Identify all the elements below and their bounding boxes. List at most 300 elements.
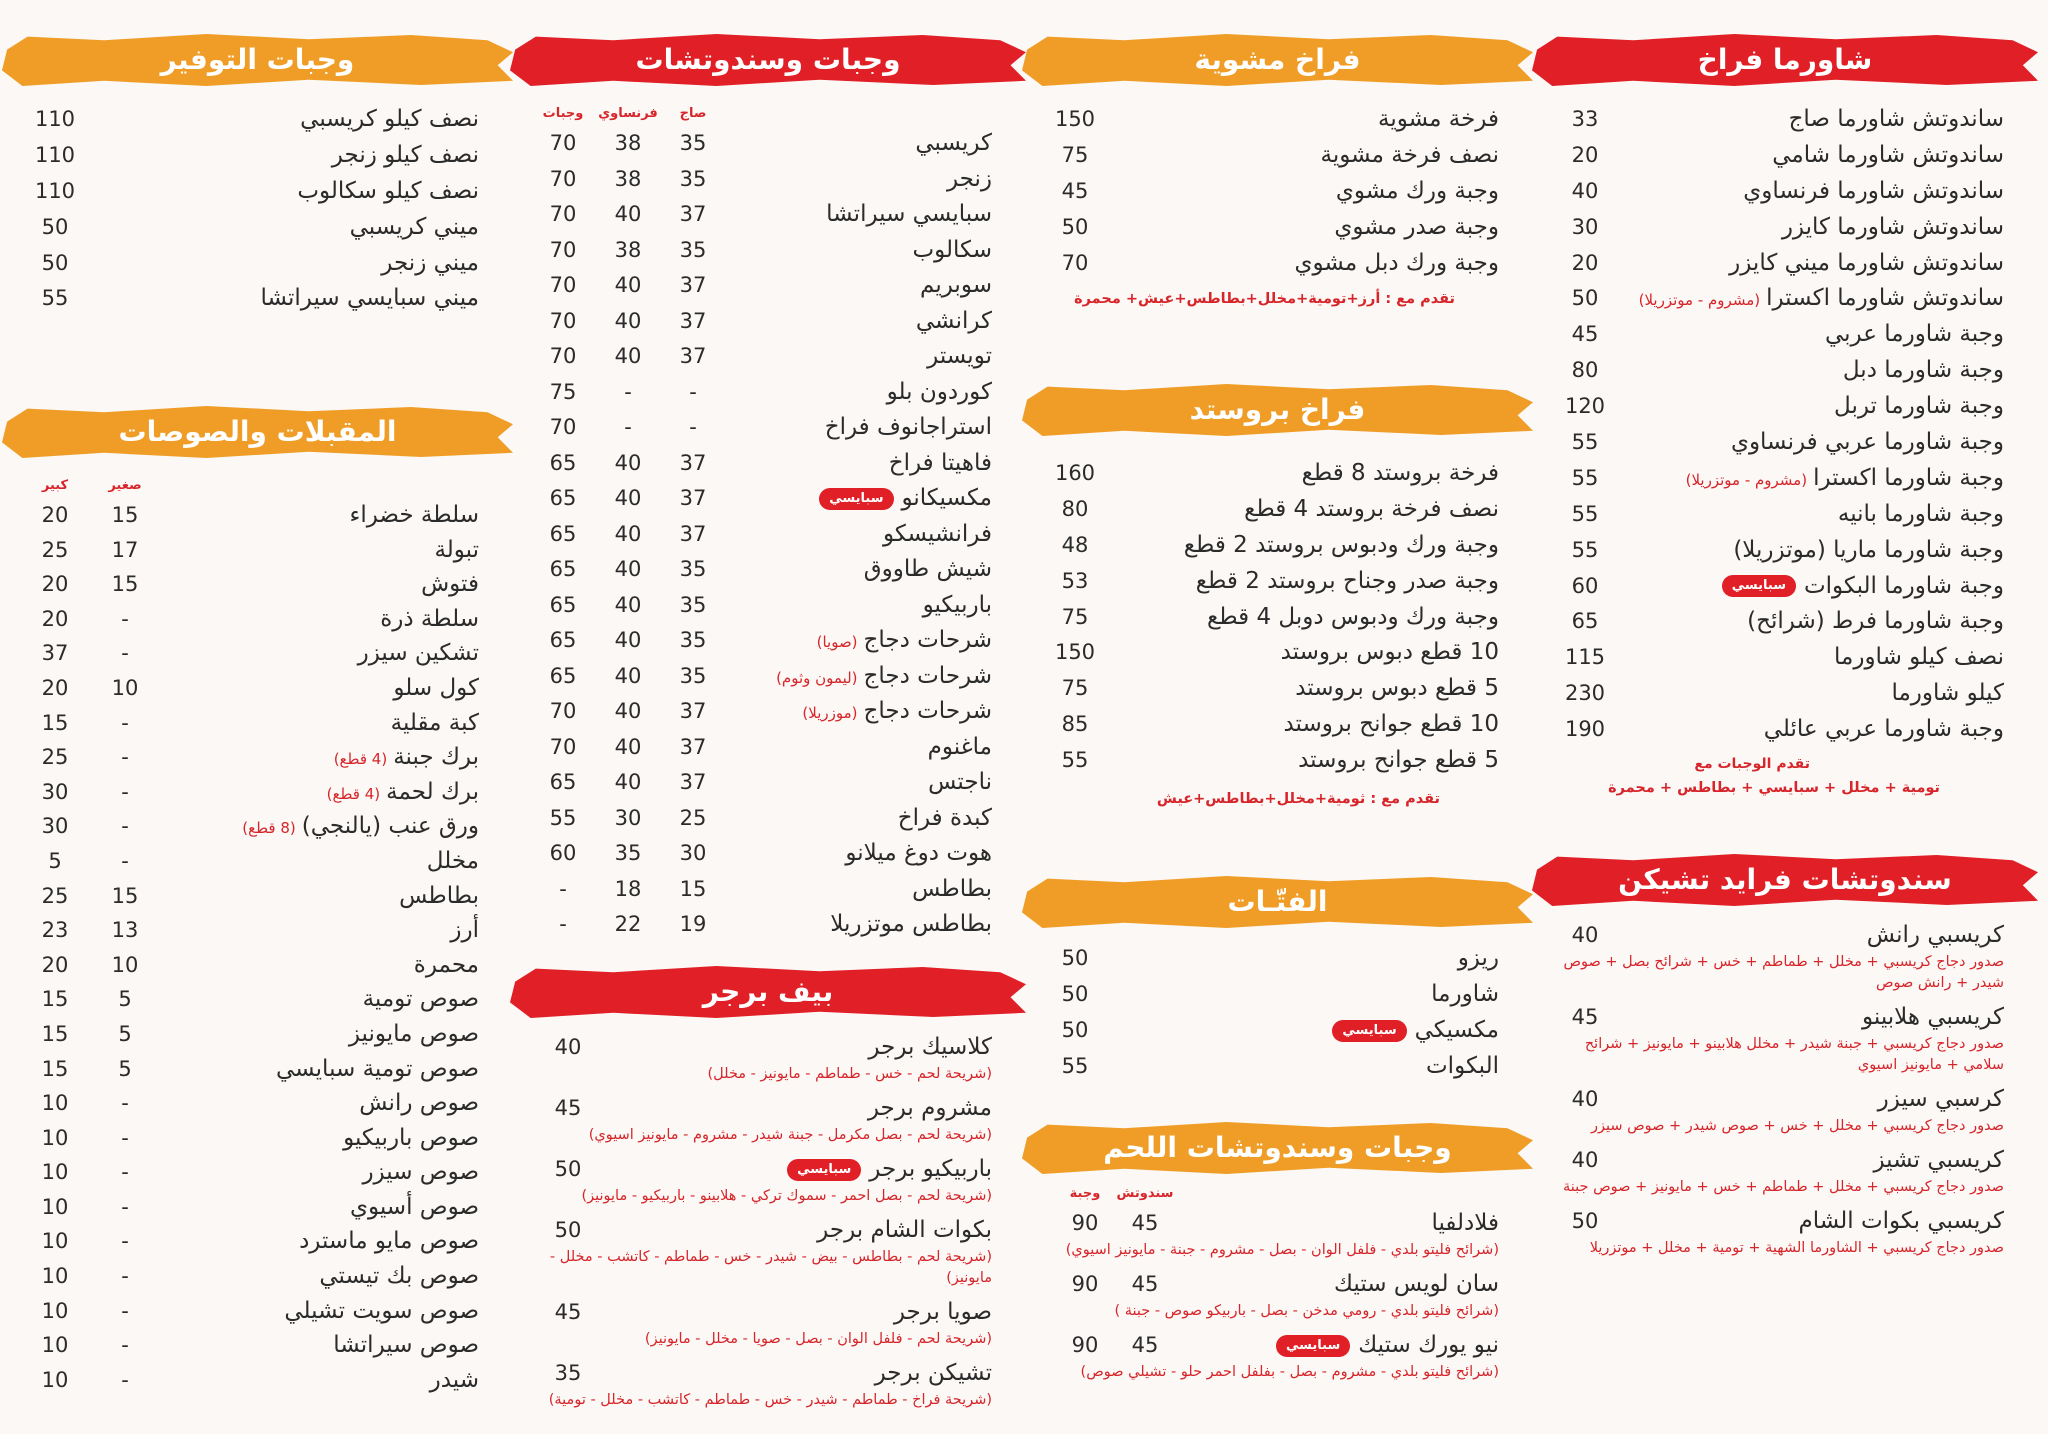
section-title: بيف برجر [702,975,834,1008]
item-name: نصف كيلو سكالوب [297,177,479,204]
item-name-group [868,1030,992,1064]
section-title: وجبات التوفير [160,43,355,76]
item-price-meal: 70 [549,699,577,723]
item-name: ميني زنجر [381,249,479,276]
item-price-saj: 37 [679,699,707,723]
menu-row [518,801,992,837]
item-price: 65 [1571,609,1599,634]
item-price: 120 [1564,394,1606,419]
item-name-group [1334,210,1499,246]
item-price-french: 38 [614,166,642,191]
section-broasted [1030,378,1525,811]
item-price-saj: 35 [679,131,707,155]
item-name: 5 قطع جوانح بروستد [1298,747,1499,774]
item-name: استراجانوف فراخ [824,414,992,440]
item-price-meal: 65 [549,663,577,688]
item-name-group [1686,461,2004,499]
menu-list [518,1030,1018,1411]
item-name: سان لويس ستيك [1334,1271,1499,1297]
item-name: فرخة بروستد 8 قطع [1301,460,1499,486]
menu-row [518,1213,992,1247]
item-price-saj: 35 [679,237,707,262]
menu-row [10,281,479,317]
menu-row [1540,497,2004,533]
item-price-large: 20 [41,503,69,527]
item-price: 40 [554,1035,582,1059]
item-price-french: 40 [614,486,642,510]
menu-row [1030,1012,1499,1048]
section-title: وجبات وسندوتشات [635,43,901,76]
item-description: (شرائح فليتو بلدي - مشروم - بصل - بفلفل احمر حلو - تشيلي صوص) [1080,1364,1499,1380]
item-price: 40 [1571,1148,1599,1172]
item-name-group [894,1295,992,1329]
item-name: وجبة شاورما عربي [1824,321,2004,348]
menu-row [10,740,479,775]
item-name: وجبة ورك ودبوس بروستد 2 قطع [1183,531,1499,558]
item-price-french: 40 [614,202,642,226]
item-description: (شريحة لحم - بصل احمر - سموك تركي - هلابينو - باربيكيو - مايونيز) [581,1188,992,1204]
item-name: هوت دوغ ميلانو [845,840,992,866]
item-price-large: 10 [41,1160,69,1185]
column-headers [10,478,505,498]
item-name: فلادلفيا [1431,1210,1499,1236]
served-with-items: تومية + مخلل + سبايسي + بطاطس + محمرة [1608,780,1940,797]
menu-item [518,1091,992,1146]
item-price-meal: 55 [549,805,577,830]
item-name: مكسيكانو [901,485,992,511]
item-price-small: 5 [118,987,132,1012]
menu-row [1540,640,2004,676]
item-name-group [1722,569,2004,605]
item-name: صوص رانش [359,1090,479,1117]
item-name-group [1334,1267,1499,1301]
item-name-group [297,174,479,210]
item-description: (شريحة لحم - فلفل الوان - بصل - صويا - مخلل - مايونيز) [644,1331,992,1347]
item-price-meal: - [559,912,567,936]
item-name: ميني سبايسي سيراتشا [260,285,479,312]
item-name-group [1302,456,1499,492]
item-price-large: 10 [41,1194,69,1219]
item-name-group [875,1356,992,1390]
menu-item [1540,1143,2004,1198]
menu-row [1030,1267,1499,1301]
item-price-small: 13 [111,918,139,943]
menu-row [518,1030,992,1064]
item-price-large: 10 [41,1298,69,1323]
item-price: 45 [1571,322,1599,347]
item-name: شاورما [1431,981,1499,1007]
item-price-saj: 35 [679,166,707,191]
item-name: شرحات دجاج [863,698,992,724]
menu-row [518,375,992,411]
item-price: 30 [1571,214,1599,239]
item-name: سكالوب [912,236,992,263]
item-price-french: 35 [614,841,642,865]
item-price-saj: 30 [679,841,707,865]
menu-item [1030,1267,1499,1322]
item-name: كبدة فراخ [897,804,992,831]
item-price: 110 [34,142,76,167]
item-price-large: 10 [41,1229,69,1254]
menu-row [10,636,479,671]
item-price-french: 40 [614,699,642,723]
item-name-group [1789,102,2004,138]
item-name-group [864,552,992,588]
item-price-french: 38 [614,237,642,262]
menu-item [1540,1000,2004,1076]
item-name: فرخة مشوية [1378,106,1499,132]
item-name-group [350,210,479,246]
item-price-large: 5 [48,848,62,873]
served-with-label: تقدم مع : ثومية+مخلل+بطاطس+عيش [1156,791,1440,808]
item-price: 50 [554,1157,582,1181]
item-price-saj: 37 [679,734,707,759]
item-price: 150 [1054,640,1096,665]
item-name-group [787,1152,992,1186]
menu-row [1030,976,1499,1012]
item-price-small: - [121,1194,129,1219]
item-name-group [817,623,992,661]
item-price-french: 40 [614,734,642,759]
item-price-saj: 19 [679,912,707,936]
menu-row [10,246,479,282]
item-name-group [883,517,992,553]
item-name-group [1843,353,2004,389]
item-price: 50 [1061,982,1089,1006]
item-name: نصف كيلو كريسبي [300,106,479,132]
item-name: 10 قطع دبوس بروستد [1280,639,1499,666]
menu-row [518,694,992,730]
item-name: كرسبي سيزر [1877,1086,2004,1112]
item-name: فتوش [421,571,479,598]
item-price: 45 [1571,1005,1599,1029]
item-name: 10 قطع جوانح بروستد [1283,711,1499,738]
item-price-small: - [121,814,129,839]
item-name: 5 قطع دبوس بروستد [1295,675,1499,702]
item-name-group [393,671,479,706]
item-price-small: - [121,1091,129,1116]
item-name-group [1281,635,1499,671]
item-name-group [300,102,479,138]
item-price-large: 15 [41,710,69,735]
item-name-group [1834,389,2004,425]
item-price: 40 [1571,1087,1599,1111]
section-sandwiches [518,28,1018,943]
banner-broasted [1030,378,1525,442]
menu-row [518,872,992,908]
item-price-small: - [121,779,129,804]
item-name: صوص بك تيستي [319,1263,479,1290]
item-name-group [1244,492,1499,528]
menu-item [1540,1204,2004,1259]
item-price-meal: 70 [549,202,577,226]
item-price-meal: 65 [549,592,577,617]
item-name: ساندوتش شاورما اكسترا [1766,285,2004,312]
item-price-saj: - [689,379,697,404]
item-description: (شريحة لحم - خس - طماطم - مايونيز - مخلل) [707,1066,992,1082]
item-description: (شريحة لحم - بطاطس - بيض - شيدر - خس - طماطم - كاتشب - مخلل - مايونيز) [549,1249,992,1286]
menu-row [1030,635,1499,671]
column-shawarma [1540,0,2030,1434]
menu-row [518,410,992,446]
item-description: صدور دجاج كريسبي + مخلل + خس + صوص شيدر + صوص سيزر [1590,1118,2004,1134]
item-name: صوص سيراتشا [333,1332,479,1359]
item-price-small: - [121,1125,129,1150]
item-name: شيدر [429,1366,479,1393]
item-name: نصف فرخة مشوية [1320,141,1499,168]
menu-row [10,1017,479,1052]
menu-item [518,1295,992,1350]
spicy-badge: سبايسي [1276,1335,1350,1357]
item-price-french: 40 [614,628,642,652]
menu-row [518,304,992,340]
menu-row [518,659,992,695]
item-name-group [327,775,479,812]
item-name: وجبة شاورما عربي عائلي [1763,716,2004,743]
menu-list [10,102,505,317]
menu-row [518,623,992,659]
item-price: 50 [1061,1018,1089,1042]
menu-list [1030,102,1525,281]
item-price-saj: 37 [679,344,707,368]
item-price: 50 [1571,1209,1599,1233]
item-name-group [1458,940,1499,976]
item-name-group [380,602,479,637]
menu-row [1030,492,1499,528]
item-name-group [1295,671,1499,707]
item-price-large: 30 [41,779,69,804]
item-price-saj: 25 [679,805,707,830]
item-price-small: - [121,1160,129,1185]
menu-row [518,339,992,375]
item-name-group [1184,528,1499,564]
item-price: 50 [1061,946,1089,970]
menu-row [518,836,992,872]
item-name-group [1207,600,1499,636]
menu-row [1540,918,2004,952]
menu-row [1030,210,1499,246]
item-name-group [915,126,992,162]
item-price: 55 [1571,537,1599,562]
item-price-meal: 70 [549,415,577,439]
menu-item [1540,1082,2004,1137]
item-price: 75 [1061,604,1089,629]
item-price-sand: 45 [1131,1272,1159,1296]
section-meat [1030,1116,1525,1389]
item-name-group [1321,138,1499,174]
item-price-small: - [121,606,129,631]
spicy-badge: سبايسي [1722,575,1796,597]
menu-row [1540,210,2004,246]
item-name: كرانشي [915,307,992,334]
menu-row [518,907,992,943]
item-name: كلاسيك برجر [868,1034,992,1060]
item-price: 85 [1061,712,1089,737]
item-name-group [358,636,479,671]
menu-row [10,1190,479,1225]
item-price: 110 [34,178,76,203]
item-name-group [817,1213,992,1247]
item-price-small: - [121,641,129,666]
item-name-group [776,659,992,697]
item-name-group [350,1190,479,1225]
item-name-group [916,304,992,340]
item-price-meal: 70 [549,273,577,297]
item-note: (ليمون وثوم) [776,668,858,687]
item-name-group [819,481,992,517]
header-saj: صاج [679,106,707,121]
item-price: 80 [1571,358,1599,383]
item-name: وجبة ورك ودبوس دوبل 4 قطع [1207,603,1499,630]
menu-row [10,809,479,844]
item-name: محمرة [413,951,479,978]
menu-row [1540,712,2004,748]
item-name-group [920,268,992,304]
menu-row [518,233,992,269]
menu-item [1030,1328,1499,1383]
item-price: 40 [1571,923,1599,947]
item-price: 35 [554,1361,582,1385]
item-price-french: 18 [614,876,642,901]
item-name-group [450,913,479,948]
menu-row [1540,317,2004,353]
menu-row [10,1052,479,1087]
menu-row [1540,246,2004,282]
item-name-group [898,801,992,837]
menu-list [1030,1206,1525,1383]
item-price-french: 40 [614,557,642,581]
item-price-small: - [121,1229,129,1254]
item-note: (مشروم - موتزريلا) [1638,291,1761,310]
item-price-french: 40 [614,308,642,333]
item-description: صدور دجاج كريسبي + الشاورما الشهية + تومية + مخلل + موتزريلا [1589,1240,2004,1256]
item-name-group [1729,246,2004,282]
item-name: ميني كريسبي [349,213,479,240]
item-price: 40 [1571,178,1599,203]
item-description: (شرائح فليتو بلدي - فلفل الوان - بصل - مشروم - جبنة - مايونيز اسيوي) [1065,1242,1499,1258]
item-price: 70 [1061,250,1089,275]
menu-row [518,588,992,624]
item-price: 110 [34,107,76,131]
section-title: المقبلات والصوصات [118,415,397,448]
item-price-french: - [624,415,632,439]
menu-row [10,1294,479,1329]
item-price-meal: 90 [1071,1272,1099,1296]
item-name-group [359,1086,479,1121]
item-price-large: 10 [41,1333,69,1358]
menu-row [1540,569,2004,605]
item-price-large: 30 [41,814,69,839]
item-price-saj: 37 [679,521,707,546]
section-title: سندوتشات فرايد تشيكن [1618,863,1952,896]
column-headers [1030,1186,1525,1206]
menu-row [1030,174,1499,210]
item-name: صوص مايو ماسترد [299,1228,479,1255]
menu-item [1030,1206,1499,1261]
menu-item [518,1213,992,1289]
item-name: ريزو [1457,945,1499,971]
item-name-group [1276,1328,1499,1362]
item-name: سلطة خضراء [349,502,479,528]
item-name: صوص سيزر [362,1159,479,1186]
item-price-french: 40 [614,592,642,617]
item-name-group [1733,533,2004,569]
item-name: وجبة صدر وجناح بروستد 2 قطع [1195,567,1499,594]
menu-row [1030,102,1499,138]
item-name-group [421,567,479,602]
item-price-meal: 65 [549,557,577,581]
column-sandwiches [518,0,1018,1434]
item-note: (موزريلا) [802,704,858,722]
item-name: كريسبي بكوات الشام [1798,1208,2004,1234]
item-name: ورق عنب (يالنجي) [301,813,479,840]
item-price-french: 40 [614,521,642,546]
item-price: 53 [1061,568,1089,593]
item-price-french: 22 [614,912,642,936]
item-price-small: - [121,1333,129,1358]
item-name: سبايسي سيراتشا [826,201,992,227]
item-price-french: - [624,379,632,404]
menu-row [10,1363,479,1398]
item-name-group [928,765,992,801]
item-name-group [349,1017,479,1052]
item-price: 55 [41,286,69,311]
item-price-saj: 35 [679,592,707,617]
item-price-french: 40 [614,663,642,688]
menu-row [1540,281,2004,317]
item-name: صوص تومية [362,986,479,1013]
menu-row [1030,1328,1499,1362]
served-with-label: تقدم مع : أرز+تومية+مخلل+بطاطس+عيش+ محمرة [1074,291,1455,308]
item-price: 230 [1564,681,1606,706]
item-price-large: 37 [41,641,69,666]
menu-row [518,1152,992,1186]
menu-row [518,1295,992,1329]
menu-row [10,706,479,741]
item-price-small: 10 [111,675,139,700]
menu-row [10,982,479,1017]
item-name-group [1747,604,2004,640]
item-name-group [1834,640,2004,676]
item-name: وجبة شاورما اكسترا [1813,464,2004,491]
item-name: بطاطس [912,875,992,902]
item-name: صويا برجر [893,1299,992,1325]
banner-meat [1030,1116,1525,1180]
item-name: كيلو شاورما [1891,680,2004,707]
item-price: 75 [1061,142,1089,167]
item-price: 50 [41,214,69,239]
item-price-large: 15 [41,1056,69,1081]
item-price-french: 30 [614,805,642,830]
item-price-french: 40 [614,450,642,475]
item-name: باربيكيو [922,591,992,618]
header-meals: وجبات [542,106,584,121]
item-price: 50 [1571,286,1599,311]
menu-list [1540,918,2030,1259]
menu-row [518,1356,992,1390]
menu-row [10,102,479,138]
item-note: (مشروم - موتزريلا) [1685,470,1808,489]
menu-row [1540,461,2004,497]
item-name: تشيكن برجر [874,1360,992,1386]
item-name-group [927,339,992,375]
item-price-saj: 35 [679,663,707,688]
section-title: فراخ مشوية [1194,43,1361,76]
menu-row [1030,600,1499,636]
item-name-group [284,1294,479,1329]
item-price-small: 5 [118,1056,132,1081]
item-price: 115 [1564,645,1606,670]
